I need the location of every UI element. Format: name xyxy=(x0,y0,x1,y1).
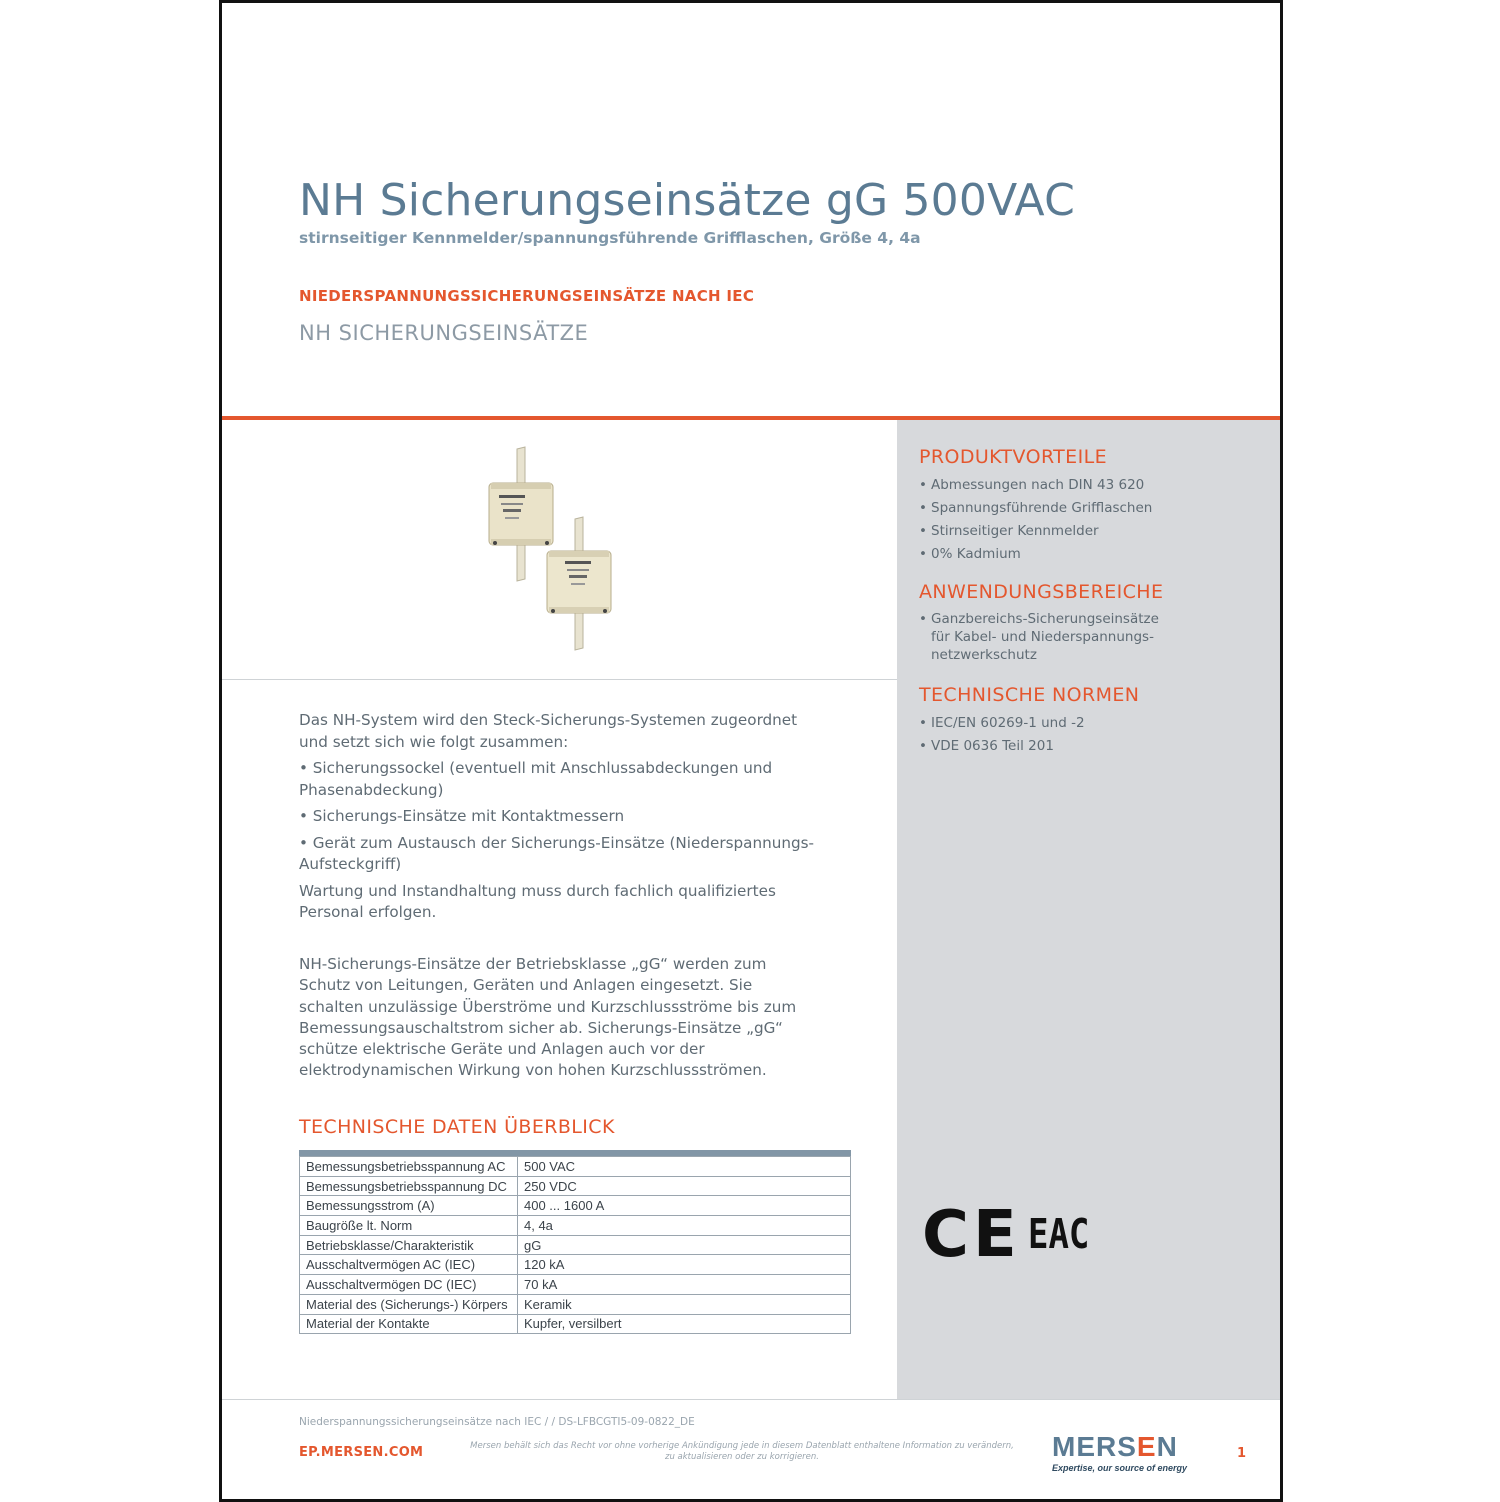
spec-value: 120 kA xyxy=(518,1255,851,1275)
spec-value: 250 VDC xyxy=(518,1176,851,1196)
table-row xyxy=(300,1255,851,1275)
logo-text: MERS xyxy=(1052,1431,1137,1462)
disclaimer-line: zu aktualisieren oder zu korrigieren. xyxy=(664,1452,819,1462)
spec-key: Bemessungsbetriebsspannung AC xyxy=(300,1157,518,1177)
logo-text: N xyxy=(1156,1431,1178,1462)
spec-value: gG xyxy=(518,1235,851,1255)
spec-key: Betriebsklasse/Charakteristik xyxy=(300,1235,518,1255)
website-link[interactable]: EP.MERSEN.COM xyxy=(299,1445,424,1460)
standards-list xyxy=(919,712,1179,758)
bullet-item: • Gerät zum Austausch der Sicherungs-Einsätze (Niederspannungs-Aufsteckgriff) xyxy=(299,833,814,873)
advantages-list xyxy=(919,474,1179,566)
spec-key: Bemessungsbetriebsspannung DC xyxy=(300,1176,518,1196)
table-row xyxy=(300,1157,851,1177)
list-item: • Stirnseitiger Kennmelder xyxy=(919,520,1179,543)
intro-text xyxy=(299,710,829,929)
table-row xyxy=(300,1176,851,1196)
table-row xyxy=(300,1235,851,1255)
maintenance-paragraph: Wartung und Instandhaltung muss durch fachlich qualifiziertes Personal erfolgen. xyxy=(299,881,776,921)
page-number: 1 xyxy=(1237,1446,1247,1461)
list-item: • Ganzbereichs-Sicherungseinsätze für Kabel- und Niederspannungs-netzwerkschutz xyxy=(919,610,1174,664)
advantages-heading: PRODUKTVORTEILE xyxy=(919,446,1107,468)
spec-key: Ausschaltvermögen AC (IEC) xyxy=(300,1255,518,1275)
table-row xyxy=(300,1196,851,1216)
spec-key: Baugröße lt. Norm xyxy=(300,1216,518,1236)
tech-data-table xyxy=(299,1150,851,1334)
bullet-item: • Sicherungs-Einsätze mit Kontaktmessern xyxy=(299,807,625,825)
table-row xyxy=(300,1294,851,1314)
page-title: NH Sicherungseinsätze gG 500VAC xyxy=(299,175,1076,226)
page-subtitle: stirnseitiger Kennmelder/spannungsführende Grifflaschen, Größe 4, 4a xyxy=(299,229,921,247)
spec-value: 400 ... 1600 A xyxy=(518,1196,851,1216)
spec-value: 70 kA xyxy=(518,1275,851,1295)
spec-value: Kupfer, versilbert xyxy=(518,1314,851,1334)
fuse-front-icon xyxy=(547,517,611,650)
legal-disclaimer xyxy=(462,1441,1022,1463)
certification-marks xyxy=(922,1198,1090,1272)
spec-key: Material der Kontakte xyxy=(300,1314,518,1334)
applications-heading: ANWENDUNGSBEREICHE xyxy=(919,581,1164,603)
standards-heading: TECHNISCHE NORMEN xyxy=(919,684,1140,706)
intro-paragraph: Das NH-System wird den Steck-Sicherungs-Systemen zugeordnet und setzt sich wie folgt zusammen: xyxy=(299,711,798,751)
datasheet-page xyxy=(219,0,1283,1502)
list-item: • 0% Kadmium xyxy=(919,543,1179,566)
table-row xyxy=(300,1314,851,1334)
subcategory-heading: NH SICHERUNGSEINSÄTZE xyxy=(299,321,589,345)
logo-tagline: Expertise, our source of energy xyxy=(1052,1463,1188,1473)
eac-mark-icon: EAC xyxy=(1028,1209,1090,1258)
spec-value: Keramik xyxy=(518,1294,851,1314)
spec-value: 500 VAC xyxy=(518,1157,851,1177)
table-row xyxy=(300,1275,851,1295)
bullet-item: • Sicherungssockel (eventuell mit Anschlussabdeckungen und Phasenabdeckung) xyxy=(299,759,773,799)
tech-data-heading: TECHNISCHE DATEN ÜBERBLICK xyxy=(299,1116,615,1138)
ce-mark-icon: CE xyxy=(922,1198,1021,1272)
applications-list xyxy=(919,610,1174,664)
document-reference: Niederspannungssicherungseinsätze nach IEC / / DS-LFBCGTI5-09-0822_DE xyxy=(299,1416,695,1428)
disclaimer-line: Mersen behält sich das Recht vor ohne vorherige Ankündigung jede in diesem Datenblatt enthaltene Information zu verändern, xyxy=(470,1441,1014,1451)
gg-description-paragraph: NH-Sicherungs-Einsätze der Betriebsklasse „gG“ werden zum Schutz von Leitungen, Geräten und Anlagen eingesetzt. Sie schalten unzulässige Überströme und Kurzschlussströme bis zum Bemessungsauschaltstrom sicher ab. Sicherungs-Einsätze „gG“ schütze elektrische Geräte und Anlagen auch vor der elektrodynamischen Wirkung von hohen Kurzschlussströmen. xyxy=(299,955,797,1080)
footer-divider xyxy=(222,1399,1280,1400)
spec-key: Ausschaltvermögen DC (IEC) xyxy=(300,1275,518,1295)
list-item: • Spannungsführende Grifflaschen xyxy=(919,497,1179,520)
list-item: • IEC/EN 60269-1 und -2 xyxy=(919,712,1179,735)
mersen-logo xyxy=(1052,1431,1178,1463)
category-heading: NIEDERSPANNUNGSSICHERUNGSEINSÄTZE NACH IEC xyxy=(299,287,755,305)
logo-text-e: E xyxy=(1136,1431,1157,1462)
table-row xyxy=(300,1216,851,1236)
product-image xyxy=(477,443,627,653)
spec-value: 4, 4a xyxy=(518,1216,851,1236)
list-item: • VDE 0636 Teil 201 xyxy=(919,735,1179,758)
fuse-back-icon xyxy=(489,447,553,581)
list-item: • Abmessungen nach DIN 43 620 xyxy=(919,474,1179,497)
image-divider xyxy=(222,679,897,680)
spec-key: Material des (Sicherungs-) Körpers xyxy=(300,1294,518,1314)
spec-key: Bemessungsstrom (A) xyxy=(300,1196,518,1216)
